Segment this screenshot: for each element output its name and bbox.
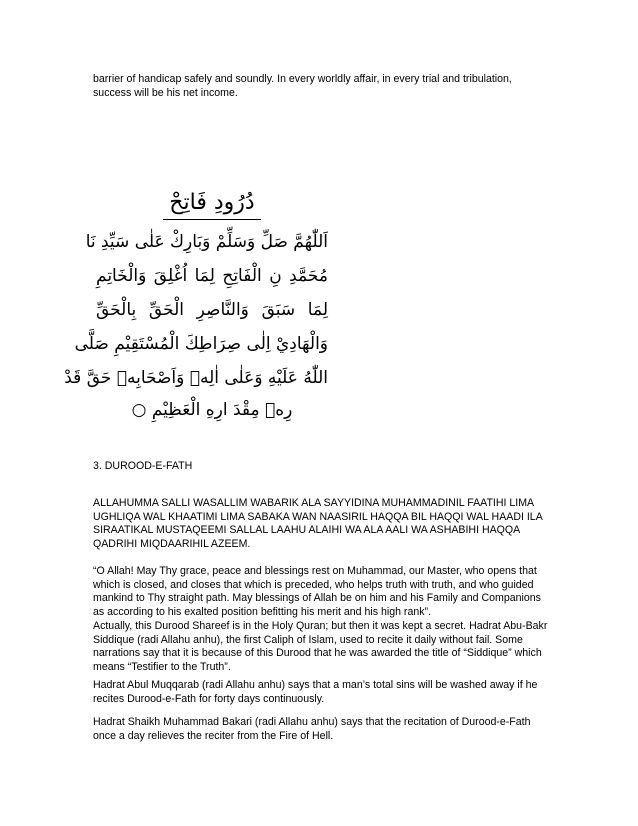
- intro-paragraph: barrier of handicap safely and soundly. In every worldly affair, in every trial and tribulation, success will be his net income.: [93, 73, 512, 99]
- arabic-line-3: لِمَا سَبَقَ وَالنَّاصِرِ الْحَقِّ بِالْحَقِّ: [96, 300, 328, 320]
- arabic-line-2: مُحَمَّدِ نِ الْفَاتِحِ لِمَا اُغْلِقَ وَالْخَاتِمِ: [96, 266, 328, 286]
- arabic-durood-image: [64, 188, 328, 428]
- arabic-line-1: اَللّٰهُمَّ صَلِّ وَسَلِّمْ وَبَارِكْ عَلٰى سَيِّدِ نَا: [85, 232, 328, 252]
- bakari-paragraph: Hadrat Shaikh Muhammad Bakari (radi Allahu anhu) says that the recitation of Durood-e-Fath once a day relieves the reciter from the Fire of Hell.: [93, 716, 531, 742]
- translation-paragraph: “O Allah! May Thy grace, peace and blessings rest on Muhammad, our Master, who opens that which is closed, and closes that which is preceded, who helps truth with truth, and who guided mankind to Thy straight path. May blessings of Allah be on him and his Family and Companions as according to his exalted position befitting his merit and his high rank”.: [93, 565, 541, 618]
- arabic-line-5: اللّٰهُ عَلَيْهِ وَعَلٰى اٰلِهٖ وَاَصْحَابِهٖ حَقَّ قَدْ: [64, 368, 328, 388]
- secret-paragraph: Actually, this Durood Shareef is in the Holy Quran; but then it was kept a secret. Hadrat Abu-Bakr Siddique (radi Allahu anhu), the first Caliph of Islam, used to recite it daily without fail. Some narrations say that it is because of this Durood that he was awarded the title of “Siddique” which means “Testifier to the Truth”.: [93, 620, 548, 673]
- arabic-line-6: رِهٖ مِقْدَ ارِهِ الْعَظِيْمِ ○: [131, 400, 293, 420]
- arabic-line-4: وَالْهَادِيْ اِلٰى صِرَاطِكَ الْمُسْتَقِيْمِ صَلَّى: [74, 334, 328, 354]
- arabic-title-text: دُرُودِ فَاتِحْ: [163, 188, 260, 220]
- arabic-title: [96, 188, 328, 220]
- transliteration-paragraph: ALLAHUMMA SALLI WASALLIM WABARIK ALA SAYYIDINA MUHAMMADINIL FAATIHI LIMA UGHLIQA WAL KHAATIMI LIMA SABAKA WAN NAASIRIL HAQQA BIL HAQQI WAL HAADI ILA SIRAATIKAL MUSTAQEEMI SALLAL LAAHU ALAIHI WA ALA AALI WA ASHABIHI HAQQA QADRIHI MIQDAARIHIL AZEEM.: [93, 497, 543, 550]
- muqqarab-paragraph: Hadrat Abul Muqqarab (radi Allahu anhu) says that a man’s total sins will be washed away if he recites Durood-e-Fath for forty days continuously.: [93, 679, 538, 705]
- section-heading: 3. DUROOD-E-FATH: [93, 460, 193, 472]
